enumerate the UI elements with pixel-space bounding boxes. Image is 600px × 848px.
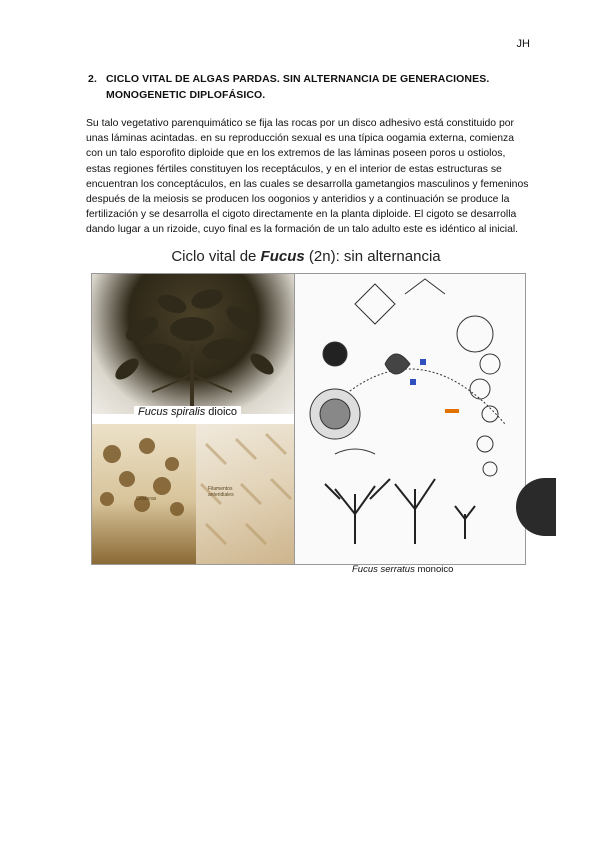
- section-title-line1: CICLO VITAL DE ALGAS PARDAS. SIN ALTERNANCIA DE GENERACIONES.: [106, 73, 490, 85]
- caption-left-species: Fucus spiralis: [138, 406, 206, 418]
- oosferas-micrograph: [92, 424, 196, 564]
- figure-title: [88, 248, 524, 265]
- anteridial-micrograph: [196, 424, 295, 564]
- caption-right-note: monoico: [414, 564, 454, 575]
- fucus-spiralis-photo: [92, 274, 295, 414]
- body-paragraph: Su talo vegetativo parenquimático se fija las rocas por un disco adhesivo está constituido por unas láminas acintadas. en su reproducción sexual es una típica oogamia externa, comienza con un talo esporofito diploide que en los extremos de las láminas poseen poros u ostiolos, estas regiones fértiles constituyen los receptáculos, y en el interior de estas estructuras se encuentran los conceptáculos, en las cuales se desarrolla gametangios masculinos y femeninos después de la meiosis se producen los oogonios y anteridios y a continuación se produce la fertilización y se desarrolla el cigoto directamente en la planta diploide. El cigoto se desarrolla dando lugar a un rizoide, cuyo final es la formación de un talo adulto este es idéntico al inicial.: [86, 118, 529, 236]
- caption-fucus-spiralis: [134, 406, 241, 418]
- header-initials: JH: [516, 38, 530, 50]
- caption-right-species: Fucus serratus: [352, 564, 415, 575]
- caption-fucus-serratus: [352, 564, 453, 575]
- figure-title-prefix: Ciclo vital de: [171, 248, 261, 265]
- fucus-life-cycle-figure: [88, 248, 524, 578]
- figure-title-genus: Fucus: [260, 248, 305, 265]
- life-cycle-diagram: [294, 273, 526, 565]
- section-number: 2.: [88, 73, 97, 85]
- caption-left-note: dioico: [205, 406, 238, 418]
- figure-title-suffix: (2n): sin alternancia: [304, 248, 441, 265]
- micro-label-oosferas: Oosferas: [136, 496, 157, 502]
- photo-panel: [91, 273, 296, 565]
- section-heading: [88, 71, 528, 103]
- micro-label-filamentos: Filamentos anteridiales: [208, 486, 234, 498]
- section-title-line2: MONOGENETIC DIPLOFÁSICO.: [106, 89, 266, 101]
